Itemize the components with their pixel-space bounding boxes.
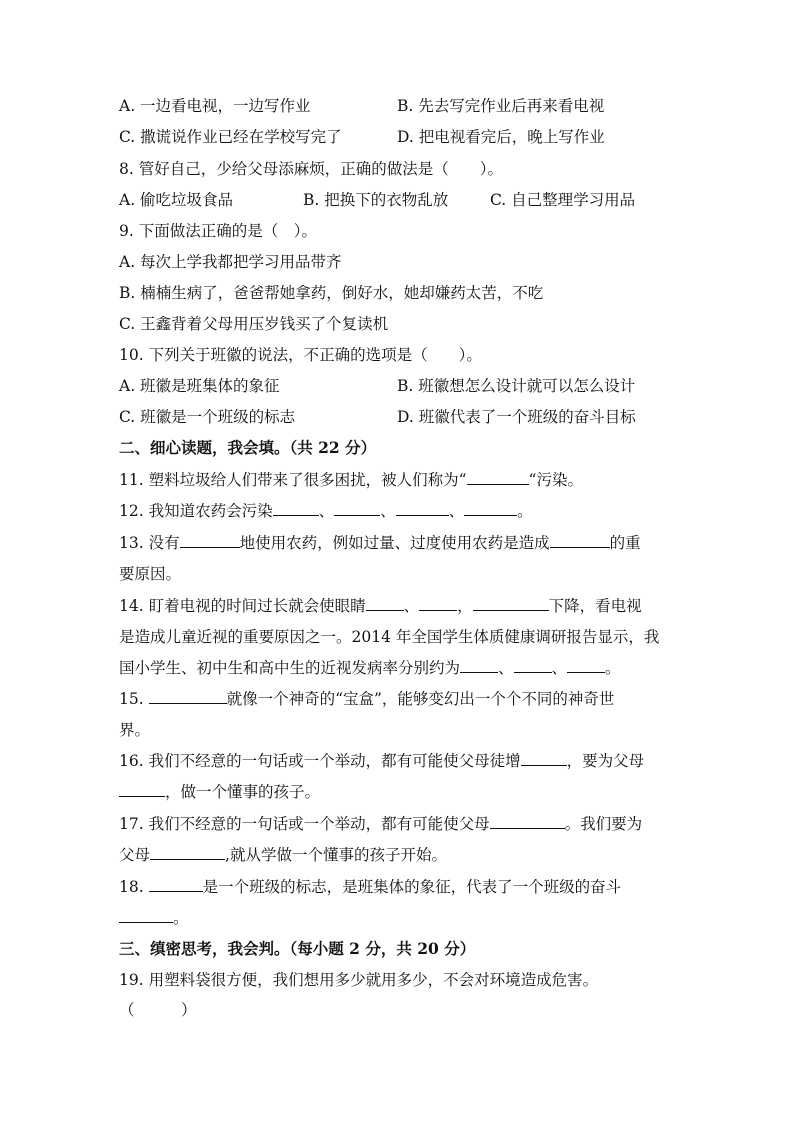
q13-blank-1[interactable] [180, 532, 240, 548]
q14-blank-3[interactable] [473, 595, 549, 611]
q14-comma: ， [457, 597, 473, 615]
q18-line-1 [119, 876, 621, 898]
q9-stem: 9. 下面做法正确的是（ ）。 [119, 222, 317, 240]
q17-line-2 [119, 844, 447, 866]
q17-text-2: 。我们要为 [564, 815, 643, 833]
q15-blank[interactable] [149, 688, 227, 704]
q14-separator: 、 [403, 597, 420, 615]
q12-separator: 、 [380, 502, 396, 520]
q18-line-2 [119, 907, 189, 929]
q13-line-2: 要原因。 [119, 565, 182, 583]
q17-text-4: ,就从学做一个懂事的孩子开始。 [225, 846, 447, 864]
q14-text-2: 下降，看电视 [548, 597, 642, 615]
q7-option-c: C. 撒谎说作业已经在学校写完了 [119, 128, 342, 146]
q18-blank-1[interactable] [149, 876, 203, 892]
q18-blank-2[interactable] [119, 907, 173, 923]
q12-blank-2[interactable] [334, 500, 380, 516]
q11-blank[interactable] [467, 469, 529, 485]
q11-text-end: “污染。 [528, 471, 583, 489]
q14-blank-5[interactable] [514, 657, 552, 673]
q7-option-d: D. 把电视看完后，晚上写作业 [397, 128, 605, 146]
q16-text-3: ，做一个懂事的孩子。 [165, 783, 321, 801]
q13-blank-2[interactable] [550, 532, 610, 548]
q18-number: 18. [119, 878, 149, 896]
q10-option-d: D. 班徽代表了一个班级的奋斗目标 [397, 408, 636, 426]
q13-text-1: 13. 没有 [119, 534, 180, 552]
q8-option-b: B. 把换下的衣物乱放 [303, 191, 449, 209]
q13-text-3: 的重 [609, 534, 641, 552]
q10-stem: 10. 下列关于班徽的说法，不正确的选项是（ ）。 [119, 346, 482, 364]
q13-text-2: 地使用农药，例如过量、过度使用农药是造成 [239, 534, 550, 552]
q19-stem: 19. 用塑料袋很方便，我们想用多少就用多少，不会对环境造成危害。 [119, 971, 599, 989]
q7-option-b: B. 先去写完作业后再来看电视 [397, 97, 605, 115]
section-2-heading: 二、细心读题，我会填。（共 22 分） [119, 438, 377, 457]
q16-blank-1[interactable] [521, 750, 567, 766]
q12-end: 。 [517, 502, 533, 520]
q18-text: 是一个班级的标志，是班集体的象征，代表了一个班级的奋斗 [202, 878, 622, 896]
q12-blank-1[interactable] [273, 500, 319, 516]
q9-option-c: C. 王鑫背着父母用压岁钱买了个复读机 [119, 315, 389, 333]
q14-blank-1[interactable] [366, 595, 404, 611]
q11-text: 11. 塑料垃圾给人们带来了很多困扰，被人们称为“ [119, 471, 467, 489]
q9-option-b: B. 楠楠生病了，爸爸帮她拿药，倒好水，她却嫌药太苦，不吃 [119, 284, 544, 302]
q11 [119, 469, 583, 491]
q12-text: 12. 我知道农药会污染 [119, 502, 273, 520]
q14-text-1: 14. 盯着电视的时间过长就会使眼睛 [119, 597, 366, 615]
q17-text-3: 父母 [119, 846, 151, 864]
q14-line-3 [119, 657, 621, 679]
q15-line-1 [119, 688, 614, 710]
q14-text-3: 国小学生、初中生和高中生的近视发病率分别约为 [119, 659, 461, 677]
q17-text-1: 17. 我们不经意的一句话或一个举动，都有可能使父母 [119, 815, 490, 833]
q13-line-1 [119, 532, 641, 554]
q17-blank-1[interactable] [490, 813, 565, 829]
q12-separator: 、 [318, 502, 335, 520]
q14-blank-6[interactable] [567, 657, 605, 673]
q14-end: 。 [605, 659, 621, 677]
q10-option-b: B. 班徽想怎么设计就可以怎么设计 [397, 377, 636, 395]
q12-separator: 、 [448, 502, 465, 520]
q9-option-a: A. 每次上学我都把学习用品带齐 [119, 253, 342, 271]
q14-separator: 、 [498, 659, 514, 677]
q16-blank-2[interactable] [119, 781, 165, 797]
q10-option-a: A. 班徽是班集体的象征 [119, 377, 280, 395]
q15-number: 15. [119, 690, 149, 708]
q16-line-2 [119, 781, 320, 803]
q8-option-a: A. 偷吃垃圾食品 [119, 191, 234, 209]
q12-blank-4[interactable] [464, 500, 517, 516]
q14-separator: 、 [551, 659, 568, 677]
q15-line-2: 界。 [119, 721, 151, 739]
q14-blank-4[interactable] [460, 657, 498, 673]
q14-line-2: 是造成儿童近视的重要原因之一。2014 年全国学生体质健康调研报告显示，我 [119, 628, 660, 646]
q17-line-1 [119, 813, 642, 835]
q12 [119, 500, 533, 522]
q16-line-1 [119, 750, 644, 772]
q7-option-a: A. 一边看电视，一边写作业 [119, 97, 311, 115]
q15-text: 就像一个神奇的“宝盒”，能够变幻出一个个不同的神奇世 [226, 690, 615, 708]
q17-blank-2[interactable] [150, 844, 225, 860]
q16-text-2: ，要为父母 [566, 752, 645, 770]
q19-answer-paren[interactable]: （ ） [119, 1001, 197, 1019]
q8-stem: 8. 管好自己，少给父母添麻烦，正确的做法是（ ）。 [119, 160, 503, 178]
q12-blank-3[interactable] [396, 500, 449, 516]
q14-blank-2[interactable] [419, 595, 457, 611]
q14-line-1 [119, 595, 642, 617]
q18-end: 。 [173, 909, 189, 927]
section-3-heading: 三、缜密思考，我会判。（每小题 2 分，共 20 分） [119, 939, 476, 958]
q10-option-c: C. 班徽是一个班级的标志 [119, 408, 296, 426]
q8-option-c: C. 自己整理学习用品 [490, 191, 636, 209]
q16-text-1: 16. 我们不经意的一句话或一个举动，都有可能使父母徒增 [119, 752, 521, 770]
